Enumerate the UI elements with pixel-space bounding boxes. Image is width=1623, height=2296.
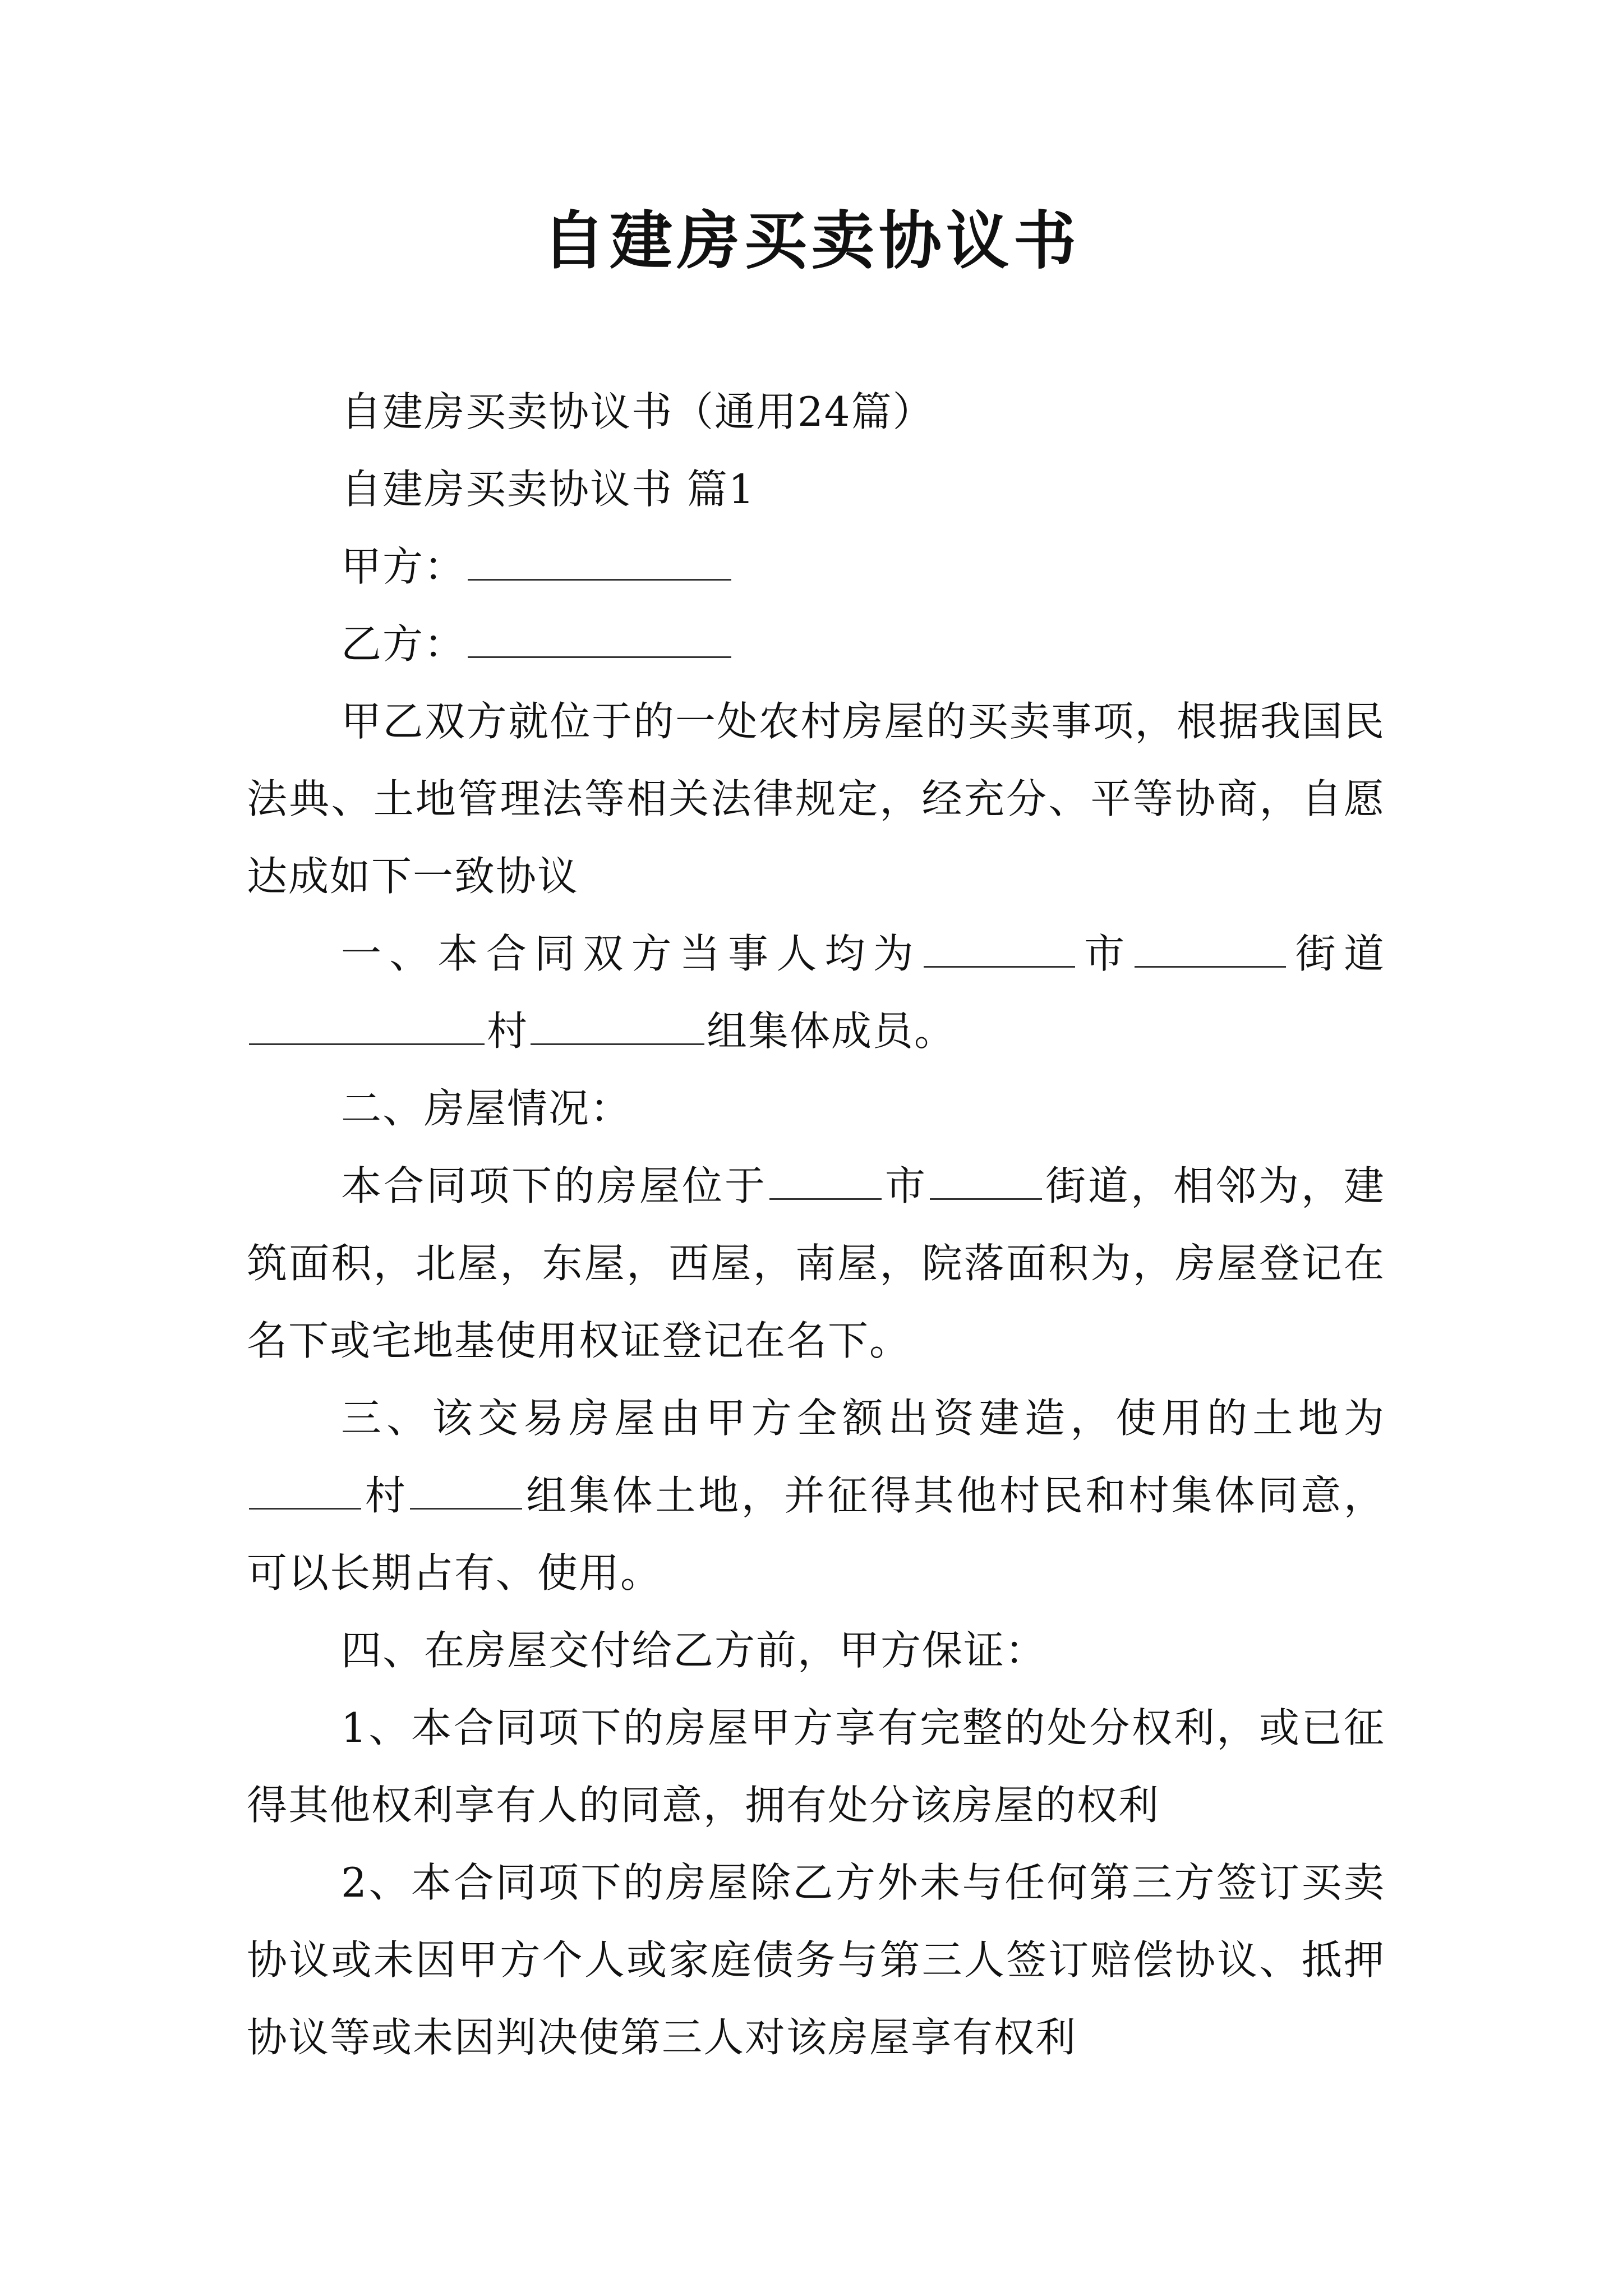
village-blank	[249, 1006, 485, 1045]
clause-2-text-a: 本合同项下的房屋位于	[341, 1162, 767, 1209]
clause-1-text-a: 一、本合同双方当事人均为	[341, 930, 921, 977]
city-blank	[924, 929, 1075, 968]
party-a-line	[247, 528, 1385, 605]
party-b-label: 乙方：	[341, 620, 466, 668]
clause-3-text-c: 组集体土地，并征得其他村民和村集体同意，可以长期占有、使用。	[247, 1472, 1385, 1596]
clause-1-text-d: 村	[487, 1007, 529, 1055]
document-subtitle: 自建房买卖协议书（通用24篇）	[341, 388, 934, 435]
clause-2-body	[247, 1147, 1385, 1379]
clause-2-text-b: 市	[883, 1162, 928, 1209]
document-title: 自建房买卖协议书	[542, 204, 1081, 278]
clause-1-text-c: 街道	[1288, 930, 1385, 977]
street-blank	[1135, 929, 1286, 968]
house-city-blank	[769, 1161, 882, 1200]
clause-4-item-2: 2、本合同项下的房屋除乙方外未与任何第三方签订买卖协议或未因甲方个人或家庭债务与第三人签订赔偿协议、抵押协议等或未因判决使第三人对该房屋享有权利	[247, 1859, 1385, 2061]
clause-3-text-b: 村	[363, 1472, 408, 1519]
clause-4-item-1: 1、本合同项下的房屋甲方享有完整的处分权利，或已征得其他权利享有人的同意，拥有处分该房屋的权利	[247, 1704, 1385, 1829]
party-a-blank	[468, 542, 731, 581]
clause-1	[247, 915, 1385, 1070]
section-heading: 自建房买卖协议书 篇1	[341, 466, 755, 513]
party-a-label: 甲方：	[341, 543, 466, 590]
house-street-blank	[930, 1161, 1042, 1200]
clause-3-text-a: 三、该交易房屋由甲方全额出资建造，使用的土地为	[341, 1395, 1385, 1442]
party-b-line	[247, 605, 1385, 683]
clause-1-text-e: 组集体成员。	[707, 1007, 956, 1055]
clause-4-heading: 四、在房屋交付给乙方前，甲方保证：	[341, 1627, 1047, 1674]
clause-2-text-c: 街道，相邻为，建筑面积，北屋，东屋，西屋，南屋，院落面积为，房屋登记在名下或宅地基使用权证登记在名下。	[247, 1162, 1385, 1364]
clause-2-heading: 二、房屋情况：	[341, 1085, 632, 1132]
clause-1-text-b: 市	[1077, 930, 1133, 977]
party-b-blank	[468, 619, 731, 658]
land-group-blank	[410, 1471, 522, 1510]
land-village-blank	[249, 1471, 361, 1510]
intro-paragraph: 甲乙双方就位于的一处农村房屋的买卖事项，根据我国民法典、土地管理法等相关法律规定，经充分、平等协商，自愿达成如下一致协议	[247, 698, 1385, 900]
clause-3	[247, 1379, 1385, 1612]
group-blank	[531, 1006, 704, 1045]
document-body	[247, 373, 1385, 2076]
